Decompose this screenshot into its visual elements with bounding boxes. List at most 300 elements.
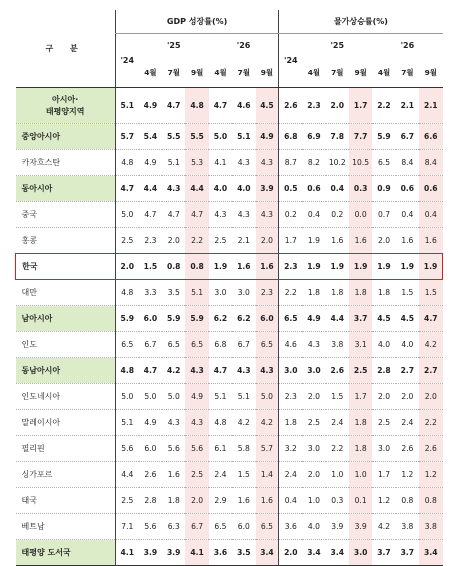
gdp-value-cell: 3.9 bbox=[139, 540, 162, 566]
gdp-value-cell: 5.6 bbox=[139, 514, 162, 540]
gdp-value-cell: 4.7 bbox=[209, 88, 232, 124]
gdp-value-cell: 6.7 bbox=[139, 332, 162, 358]
gdp-value-cell: 2.5 bbox=[115, 228, 138, 254]
gdp-value-cell: 2.5 bbox=[185, 462, 208, 488]
inflation-value-cell: 1.9 bbox=[302, 254, 325, 280]
outlook-table bbox=[15, 10, 443, 566]
inflation-value-cell: 2.3 bbox=[302, 88, 325, 124]
gdp-value-cell: 4.2 bbox=[162, 358, 185, 384]
gdp-month-26-7: 7월 bbox=[232, 57, 255, 88]
outlook-table-container bbox=[15, 10, 443, 557]
inflation-value-cell: 3.0 bbox=[279, 358, 302, 384]
gdp-value-cell: 4.7 bbox=[162, 88, 185, 124]
gdp-value-cell: 3.5 bbox=[232, 540, 255, 566]
gdp-month-25-4: 4월 bbox=[139, 57, 162, 88]
gdp-value-cell: 5.1 bbox=[232, 124, 255, 150]
inflation-group-header: 물가상승률(%) bbox=[279, 10, 443, 34]
inflation-value-cell: 1.6 bbox=[396, 228, 419, 254]
gdp-value-cell: 1.8 bbox=[162, 488, 185, 514]
inflation-value-cell: 1.5 bbox=[419, 280, 442, 306]
inflation-value-cell: 3.0 bbox=[349, 540, 372, 566]
country-row bbox=[16, 436, 443, 462]
gdp-value-cell: 5.0 bbox=[115, 384, 138, 410]
inflation-value-cell: 0.4 bbox=[396, 202, 419, 228]
inflation-value-cell: 8.4 bbox=[396, 150, 419, 176]
gdp-value-cell: 4.3 bbox=[162, 410, 185, 436]
inflation-value-cell: 2.6 bbox=[396, 436, 419, 462]
inflation-value-cell: 0.6 bbox=[396, 176, 419, 202]
region-row bbox=[16, 176, 443, 202]
inf-year-26: '26 bbox=[372, 34, 442, 58]
row-label: 카자흐스탄 bbox=[16, 150, 116, 176]
row-label: 동남아시아 bbox=[16, 358, 116, 384]
inflation-value-cell: 7.8 bbox=[326, 124, 349, 150]
inflation-value-cell: 4.9 bbox=[302, 306, 325, 332]
row-label: 싱가포르 bbox=[16, 462, 116, 488]
gdp-value-cell: 1.6 bbox=[232, 488, 255, 514]
gdp-value-cell: 5.0 bbox=[256, 384, 279, 410]
inflation-value-cell: 2.2 bbox=[372, 88, 395, 124]
gdp-value-cell: 6.5 bbox=[256, 514, 279, 540]
inflation-value-cell: 0.7 bbox=[372, 202, 395, 228]
gdp-value-cell: 4.4 bbox=[185, 176, 208, 202]
inflation-value-cell: 1.6 bbox=[349, 228, 372, 254]
inflation-value-cell: 0.6 bbox=[302, 176, 325, 202]
inflation-value-cell: 2.0 bbox=[419, 384, 442, 410]
inflation-value-cell: 2.3 bbox=[279, 254, 302, 280]
gdp-value-cell: 2.5 bbox=[115, 488, 138, 514]
inflation-value-cell: 5.9 bbox=[372, 124, 395, 150]
gdp-value-cell: 6.2 bbox=[232, 306, 255, 332]
gdp-value-cell: 4.3 bbox=[185, 358, 208, 384]
gdp-value-cell: 4.1 bbox=[115, 540, 138, 566]
gdp-value-cell: 1.4 bbox=[256, 462, 279, 488]
gdp-value-cell: 2.0 bbox=[256, 228, 279, 254]
inflation-value-cell: 1.8 bbox=[302, 280, 325, 306]
inflation-value-cell: 2.6 bbox=[326, 358, 349, 384]
gdp-value-cell: 4.2 bbox=[232, 410, 255, 436]
gdp-value-cell: 6.5 bbox=[185, 332, 208, 358]
region-row bbox=[16, 124, 443, 150]
gdp-value-cell: 3.3 bbox=[139, 280, 162, 306]
gdp-value-cell: 5.0 bbox=[162, 384, 185, 410]
inflation-value-cell: 1.6 bbox=[419, 228, 442, 254]
gdp-value-cell: 4.6 bbox=[232, 88, 255, 124]
inflation-value-cell: 3.7 bbox=[372, 540, 395, 566]
gdp-value-cell: 5.0 bbox=[115, 202, 138, 228]
inflation-value-cell: 1.0 bbox=[326, 462, 349, 488]
inflation-value-cell: 1.8 bbox=[279, 410, 302, 436]
gdp-month-25-9: 9월 bbox=[185, 57, 208, 88]
table-body bbox=[16, 88, 443, 566]
inflation-value-cell: 0.2 bbox=[279, 202, 302, 228]
country-row bbox=[16, 410, 443, 436]
gdp-value-cell: 5.6 bbox=[115, 436, 138, 462]
gdp-value-cell: 6.3 bbox=[162, 514, 185, 540]
gdp-value-cell: 5.1 bbox=[232, 384, 255, 410]
inflation-value-cell: 2.1 bbox=[419, 88, 442, 124]
gdp-value-cell: 4.8 bbox=[115, 358, 138, 384]
gdp-value-cell: 1.6 bbox=[256, 254, 279, 280]
gdp-value-cell: 4.8 bbox=[115, 150, 138, 176]
country-row bbox=[16, 202, 443, 228]
inflation-value-cell: 3.4 bbox=[326, 540, 349, 566]
gdp-value-cell: 2.6 bbox=[139, 462, 162, 488]
gdp-value-cell: 4.5 bbox=[256, 88, 279, 124]
inflation-value-cell: 1.9 bbox=[349, 254, 372, 280]
gdp-value-cell: 6.5 bbox=[209, 514, 232, 540]
inflation-value-cell: 1.7 bbox=[279, 228, 302, 254]
gdp-value-cell: 3.5 bbox=[162, 280, 185, 306]
inflation-value-cell: 1.9 bbox=[326, 254, 349, 280]
inflation-value-cell: 3.8 bbox=[396, 514, 419, 540]
gdp-value-cell: 2.2 bbox=[185, 228, 208, 254]
gdp-value-cell: 3.9 bbox=[256, 176, 279, 202]
inflation-value-cell: 6.5 bbox=[279, 306, 302, 332]
gdp-value-cell: 6.1 bbox=[209, 436, 232, 462]
gdp-value-cell: 4.7 bbox=[162, 202, 185, 228]
gdp-value-cell: 3.9 bbox=[162, 540, 185, 566]
country-row bbox=[16, 462, 443, 488]
gdp-value-cell: 2.0 bbox=[185, 488, 208, 514]
gdp-value-cell: 6.0 bbox=[139, 436, 162, 462]
inflation-value-cell: 4.3 bbox=[302, 332, 325, 358]
corner-header: 구 분 bbox=[16, 10, 116, 88]
gdp-value-cell: 4.7 bbox=[139, 358, 162, 384]
inflation-value-cell: 0.9 bbox=[372, 176, 395, 202]
gdp-value-cell: 5.7 bbox=[115, 124, 138, 150]
inf-month-25-9: 9월 bbox=[349, 57, 372, 88]
gdp-value-cell: 4.3 bbox=[232, 150, 255, 176]
inflation-value-cell: 2.0 bbox=[302, 384, 325, 410]
inflation-value-cell: 4.0 bbox=[372, 332, 395, 358]
inflation-value-cell: 0.4 bbox=[326, 176, 349, 202]
gdp-year-26: '26 bbox=[209, 34, 279, 58]
inflation-value-cell: 0.2 bbox=[326, 202, 349, 228]
gdp-value-cell: 4.0 bbox=[232, 176, 255, 202]
gdp-value-cell: 4.3 bbox=[256, 202, 279, 228]
inflation-value-cell: 4.0 bbox=[302, 514, 325, 540]
inflation-value-cell: 0.4 bbox=[302, 202, 325, 228]
inflation-value-cell: 3.9 bbox=[326, 514, 349, 540]
gdp-value-cell: 2.1 bbox=[232, 228, 255, 254]
inflation-value-cell: 2.5 bbox=[349, 358, 372, 384]
inf-year-25: '25 bbox=[302, 34, 372, 58]
gdp-value-cell: 4.3 bbox=[209, 202, 232, 228]
gdp-value-cell: 5.0 bbox=[209, 124, 232, 150]
gdp-value-cell: 5.4 bbox=[139, 124, 162, 150]
inflation-value-cell: 1.0 bbox=[349, 462, 372, 488]
inflation-value-cell: 1.7 bbox=[372, 462, 395, 488]
inflation-value-cell: 6.6 bbox=[419, 124, 442, 150]
row-label: 인도네시아 bbox=[16, 384, 116, 410]
gdp-value-cell: 4.0 bbox=[209, 176, 232, 202]
gdp-year-24: '24 bbox=[115, 34, 138, 88]
inflation-value-cell: 3.2 bbox=[279, 436, 302, 462]
row-label: 태평양 도서국 bbox=[16, 540, 116, 566]
inflation-value-cell: 1.5 bbox=[326, 384, 349, 410]
inflation-value-cell: 6.5 bbox=[372, 150, 395, 176]
row-label: 홍콩 bbox=[16, 228, 116, 254]
gdp-value-cell: 4.2 bbox=[256, 410, 279, 436]
gdp-value-cell: 1.5 bbox=[232, 462, 255, 488]
row-label: 대만 bbox=[16, 280, 116, 306]
gdp-group-header: GDP 성장률(%) bbox=[115, 10, 279, 34]
inf-month-26-9: 9월 bbox=[419, 57, 442, 88]
inflation-value-cell: 2.4 bbox=[326, 410, 349, 436]
inflation-value-cell: 3.7 bbox=[349, 306, 372, 332]
country-row bbox=[16, 228, 443, 254]
gdp-value-cell: 5.0 bbox=[139, 384, 162, 410]
gdp-value-cell: 4.1 bbox=[209, 150, 232, 176]
gdp-value-cell: 1.6 bbox=[162, 462, 185, 488]
gdp-value-cell: 4.7 bbox=[209, 358, 232, 384]
gdp-value-cell: 5.9 bbox=[115, 306, 138, 332]
inflation-value-cell: 2.0 bbox=[396, 384, 419, 410]
inflation-value-cell: 1.9 bbox=[372, 254, 395, 280]
inflation-value-cell: 1.8 bbox=[349, 436, 372, 462]
gdp-value-cell: 4.3 bbox=[256, 358, 279, 384]
gdp-value-cell: 2.4 bbox=[209, 462, 232, 488]
gdp-value-cell: 3.0 bbox=[232, 280, 255, 306]
inflation-value-cell: 1.2 bbox=[396, 462, 419, 488]
inflation-value-cell: 3.0 bbox=[372, 436, 395, 462]
gdp-value-cell: 7.1 bbox=[115, 514, 138, 540]
inflation-value-cell: 2.0 bbox=[372, 228, 395, 254]
country-row bbox=[16, 488, 443, 514]
gdp-value-cell: 4.7 bbox=[139, 202, 162, 228]
inflation-value-cell: 1.6 bbox=[326, 228, 349, 254]
region-row bbox=[16, 88, 443, 124]
row-label: 베트남 bbox=[16, 514, 116, 540]
gdp-value-cell: 2.3 bbox=[139, 228, 162, 254]
inflation-value-cell: 10.5 bbox=[349, 150, 372, 176]
inflation-value-cell: 2.2 bbox=[326, 436, 349, 462]
gdp-value-cell: 1.5 bbox=[139, 254, 162, 280]
gdp-value-cell: 4.4 bbox=[139, 176, 162, 202]
gdp-value-cell: 0.8 bbox=[185, 254, 208, 280]
gdp-value-cell: 5.6 bbox=[162, 436, 185, 462]
gdp-value-cell: 4.9 bbox=[139, 410, 162, 436]
inflation-value-cell: 1.9 bbox=[419, 254, 442, 280]
gdp-month-26-4: 4월 bbox=[209, 57, 232, 88]
gdp-value-cell: 5.7 bbox=[256, 436, 279, 462]
inflation-value-cell: 0.0 bbox=[349, 202, 372, 228]
row-label: 한국 bbox=[16, 254, 116, 280]
gdp-value-cell: 4.3 bbox=[232, 202, 255, 228]
inflation-value-cell: 1.8 bbox=[349, 410, 372, 436]
gdp-value-cell: 5.1 bbox=[115, 410, 138, 436]
gdp-value-cell: 5.5 bbox=[185, 124, 208, 150]
gdp-value-cell: 5.3 bbox=[185, 150, 208, 176]
gdp-value-cell: 6.5 bbox=[162, 332, 185, 358]
gdp-value-cell: 6.7 bbox=[185, 514, 208, 540]
gdp-value-cell: 4.4 bbox=[115, 462, 138, 488]
gdp-value-cell: 2.9 bbox=[209, 488, 232, 514]
inflation-value-cell: 1.2 bbox=[419, 462, 442, 488]
inflation-value-cell: 2.6 bbox=[279, 88, 302, 124]
inflation-value-cell: 2.1 bbox=[396, 88, 419, 124]
gdp-value-cell: 5.1 bbox=[209, 384, 232, 410]
gdp-value-cell: 4.8 bbox=[115, 280, 138, 306]
gdp-value-cell: 5.5 bbox=[162, 124, 185, 150]
gdp-value-cell: 4.3 bbox=[232, 358, 255, 384]
region-row bbox=[16, 306, 443, 332]
gdp-value-cell: 6.5 bbox=[256, 332, 279, 358]
gdp-value-cell: 4.9 bbox=[185, 384, 208, 410]
inflation-value-cell: 3.7 bbox=[396, 540, 419, 566]
gdp-value-cell: 5.1 bbox=[185, 280, 208, 306]
inflation-value-cell: 2.7 bbox=[396, 358, 419, 384]
inflation-value-cell: 0.3 bbox=[326, 488, 349, 514]
gdp-value-cell: 5.8 bbox=[232, 436, 255, 462]
gdp-month-25-7: 7월 bbox=[162, 57, 185, 88]
inf-month-26-7: 7월 bbox=[396, 57, 419, 88]
inf-year-24: '24 bbox=[279, 34, 302, 88]
inflation-value-cell: 1.8 bbox=[349, 280, 372, 306]
inf-month-25-4: 4월 bbox=[302, 57, 325, 88]
inflation-value-cell: 1.7 bbox=[349, 88, 372, 124]
gdp-value-cell: 5.9 bbox=[162, 306, 185, 332]
gdp-value-cell: 4.8 bbox=[185, 88, 208, 124]
inflation-value-cell: 1.9 bbox=[302, 228, 325, 254]
gdp-value-cell: 5.9 bbox=[185, 306, 208, 332]
inflation-value-cell: 0.4 bbox=[279, 488, 302, 514]
inflation-value-cell: 1.5 bbox=[396, 280, 419, 306]
gdp-year-25: '25 bbox=[139, 34, 209, 58]
inflation-value-cell: 0.4 bbox=[419, 202, 442, 228]
inflation-value-cell: 2.3 bbox=[279, 384, 302, 410]
inflation-value-cell: 0.5 bbox=[279, 176, 302, 202]
gdp-value-cell: 2.0 bbox=[115, 254, 138, 280]
gdp-value-cell: 6.2 bbox=[209, 306, 232, 332]
gdp-value-cell: 4.1 bbox=[185, 540, 208, 566]
gdp-value-cell: 3.6 bbox=[209, 540, 232, 566]
gdp-value-cell: 6.0 bbox=[256, 306, 279, 332]
gdp-value-cell: 4.3 bbox=[185, 410, 208, 436]
gdp-value-cell: 0.8 bbox=[162, 254, 185, 280]
country-row bbox=[16, 280, 443, 306]
gdp-value-cell: 6.7 bbox=[232, 332, 255, 358]
gdp-value-cell: 4.7 bbox=[115, 176, 138, 202]
gdp-value-cell: 5.1 bbox=[115, 88, 138, 124]
inflation-value-cell: 8.2 bbox=[302, 150, 325, 176]
inflation-value-cell: 8.4 bbox=[419, 150, 442, 176]
inf-month-25-7: 7월 bbox=[326, 57, 349, 88]
inflation-value-cell: 2.0 bbox=[302, 462, 325, 488]
gdp-value-cell: 4.9 bbox=[139, 88, 162, 124]
gdp-value-cell: 1.9 bbox=[209, 254, 232, 280]
gdp-value-cell: 2.8 bbox=[139, 488, 162, 514]
inflation-value-cell: 2.0 bbox=[326, 88, 349, 124]
inflation-value-cell: 4.7 bbox=[419, 306, 442, 332]
inflation-value-cell: 4.2 bbox=[419, 332, 442, 358]
inflation-value-cell: 3.8 bbox=[419, 514, 442, 540]
country-row bbox=[16, 514, 443, 540]
row-label: 남아시아 bbox=[16, 306, 116, 332]
inflation-value-cell: 3.9 bbox=[349, 514, 372, 540]
inflation-value-cell: 4.2 bbox=[372, 514, 395, 540]
inflation-value-cell: 0.8 bbox=[419, 488, 442, 514]
inflation-value-cell: 3.0 bbox=[302, 358, 325, 384]
gdp-value-cell: 4.9 bbox=[139, 150, 162, 176]
inflation-value-cell: 1.0 bbox=[302, 488, 325, 514]
inflation-value-cell: 3.4 bbox=[302, 540, 325, 566]
gdp-value-cell: 2.5 bbox=[209, 228, 232, 254]
inflation-value-cell: 8.7 bbox=[279, 150, 302, 176]
inflation-value-cell: 2.2 bbox=[419, 410, 442, 436]
inflation-value-cell: 3.6 bbox=[279, 514, 302, 540]
gdp-value-cell: 2.0 bbox=[162, 228, 185, 254]
row-label: 중국 bbox=[16, 202, 116, 228]
inflation-value-cell: 2.2 bbox=[279, 280, 302, 306]
row-label: 아시아· 태평양지역 bbox=[16, 88, 116, 124]
gdp-value-cell: 6.5 bbox=[115, 332, 138, 358]
gdp-value-cell: 2.3 bbox=[256, 280, 279, 306]
gdp-value-cell: 5.1 bbox=[162, 150, 185, 176]
gdp-value-cell: 1.6 bbox=[256, 488, 279, 514]
inflation-value-cell: 1.2 bbox=[372, 488, 395, 514]
gdp-value-cell: 4.3 bbox=[162, 176, 185, 202]
inflation-value-cell: 2.8 bbox=[372, 358, 395, 384]
inflation-value-cell: 2.4 bbox=[279, 462, 302, 488]
inflation-value-cell: 10.2 bbox=[326, 150, 349, 176]
region-row bbox=[16, 358, 443, 384]
gdp-value-cell: 5.6 bbox=[185, 436, 208, 462]
gdp-month-26-9: 9월 bbox=[256, 57, 279, 88]
inflation-value-cell: 6.8 bbox=[279, 124, 302, 150]
inflation-value-cell: 7.7 bbox=[349, 124, 372, 150]
inflation-value-cell: 1.7 bbox=[349, 384, 372, 410]
gdp-value-cell: 6.8 bbox=[209, 332, 232, 358]
row-label: 필리핀 bbox=[16, 436, 116, 462]
gdp-value-cell: 4.9 bbox=[256, 124, 279, 150]
row-label: 동아시아 bbox=[16, 176, 116, 202]
inflation-value-cell: 2.5 bbox=[372, 410, 395, 436]
country-row bbox=[16, 254, 443, 280]
inflation-value-cell: 2.5 bbox=[302, 410, 325, 436]
inflation-value-cell: 0.8 bbox=[396, 488, 419, 514]
country-row bbox=[16, 332, 443, 358]
gdp-value-cell: 3.4 bbox=[256, 540, 279, 566]
gdp-value-cell: 3.0 bbox=[209, 280, 232, 306]
inflation-value-cell: 4.0 bbox=[396, 332, 419, 358]
inflation-value-cell: 6.9 bbox=[302, 124, 325, 150]
inflation-value-cell: 4.4 bbox=[326, 306, 349, 332]
row-label: 중앙아시아 bbox=[16, 124, 116, 150]
row-label: 태국 bbox=[16, 488, 116, 514]
inflation-value-cell: 3.8 bbox=[326, 332, 349, 358]
region-row bbox=[16, 540, 443, 566]
gdp-value-cell: 6.0 bbox=[139, 306, 162, 332]
inflation-value-cell: 3.0 bbox=[302, 436, 325, 462]
inflation-value-cell: 4.5 bbox=[372, 306, 395, 332]
inflation-value-cell: 2.0 bbox=[279, 540, 302, 566]
inflation-value-cell: 0.3 bbox=[349, 176, 372, 202]
inflation-value-cell: 4.5 bbox=[396, 306, 419, 332]
inflation-value-cell: 6.7 bbox=[396, 124, 419, 150]
country-row bbox=[16, 150, 443, 176]
inflation-value-cell: 0.6 bbox=[419, 176, 442, 202]
gdp-value-cell: 1.6 bbox=[232, 254, 255, 280]
inflation-value-cell: 2.6 bbox=[419, 436, 442, 462]
inflation-value-cell: 2.0 bbox=[372, 384, 395, 410]
inflation-value-cell: 4.6 bbox=[279, 332, 302, 358]
inflation-value-cell: 2.7 bbox=[419, 358, 442, 384]
inf-month-26-4: 4월 bbox=[372, 57, 395, 88]
row-label: 인도 bbox=[16, 332, 116, 358]
inflation-value-cell: 2.4 bbox=[396, 410, 419, 436]
